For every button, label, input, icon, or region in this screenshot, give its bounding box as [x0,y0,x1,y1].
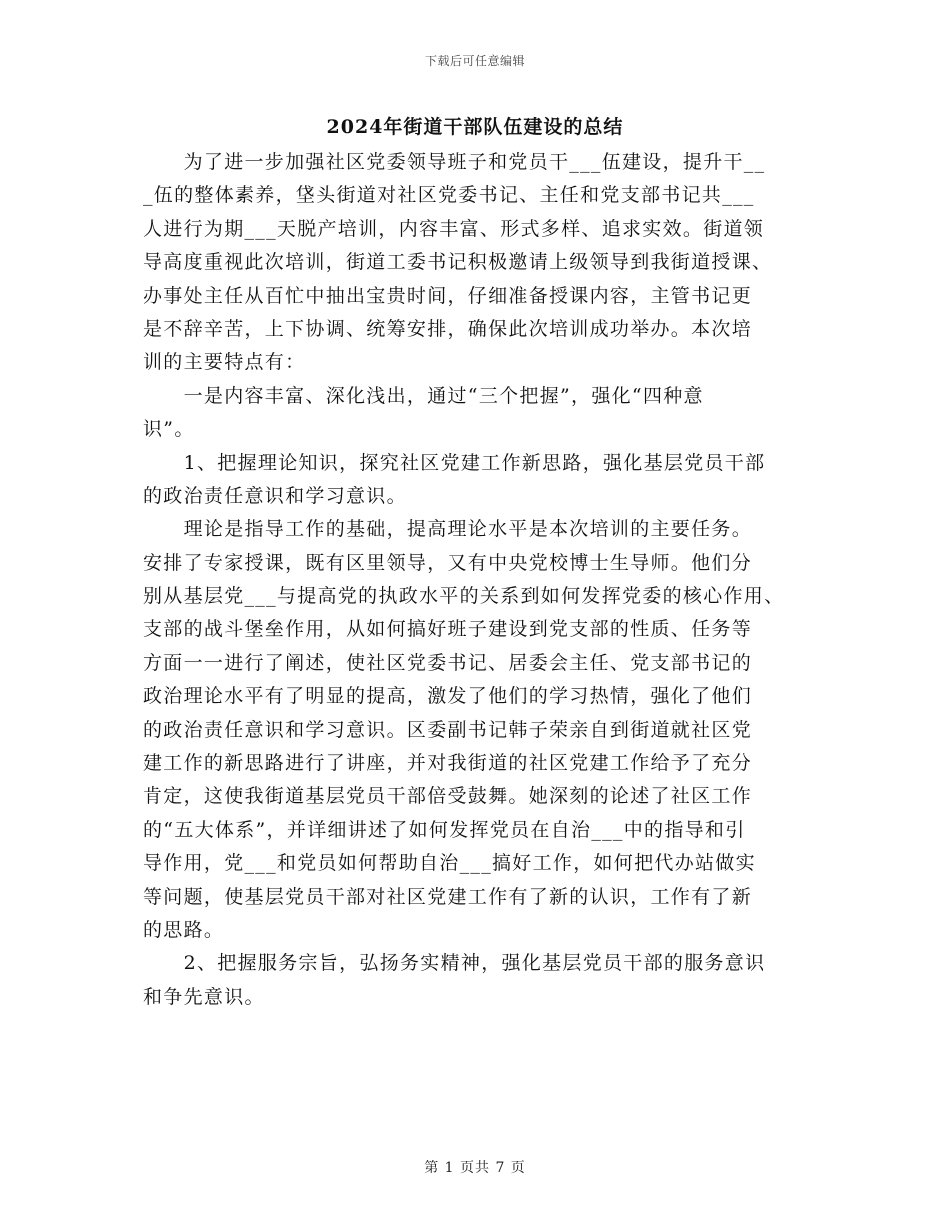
body-line: 支部的战斗堡垒作用，从如何搞好班子建设到党支部的性质、任务等 [143,618,753,641]
body-line: 的政治责任意识和学习意识。 [143,484,407,507]
document-body [143,146,813,1014]
body-line: 办事处主任从百忙中抽出宝贵时间，仔细准备授课内容，主管书记更 [143,284,753,307]
body-line: 2、把握服务宗旨，弘扬务实精神，强化基层党员干部的服务意识 [143,952,766,975]
body-line: 导作用，党___和党员如何帮助自治___搞好工作，如何把代办站做实 [143,852,756,875]
body-line: 和争先意识。 [143,985,265,1008]
body-line: 政治理论水平有了明显的提高，激发了他们的学习热情，强化了他们 [143,685,753,708]
body-line: 方面一一进行了阐述，使社区党委书记、居委会主任、党支部书记的 [143,651,753,674]
document-title: 2024年街道干部队伍建设的总结 [326,116,624,138]
body-line: 理论是指导工作的基础，提高理论水平是本次培训的主要任务。 [143,518,753,541]
body-line: 肯定，这使我街道基层党员干部倍受鼓舞。她深刻的论述了社区工作 [143,785,753,808]
body-line: _伍的整体素养，垡头街道对社区党委书记、主任和党支部书记共___ [143,184,755,207]
body-line: 建工作的新思路进行了讲座，并对我街道的社区党建工作给予了充分 [143,752,753,775]
body-line: 为了进一步加强社区党委领导班子和党员干___伍建设，提升干__ [143,151,766,173]
body-line: 导高度重视此次培训，街道工委书记积极邀请上级领导到我街道授课、 [143,251,773,274]
body-line: 识”。 [143,418,195,441]
page-header-note: 下载后可任意编辑 [424,54,525,68]
body-line: 一是内容丰富、深化浅出，通过“三个把握”，强化“四种意 [143,384,704,407]
body-line: 的思路。 [143,918,225,941]
body-line: 的“五大体系”，并详细讲述了如何发挥党员在自治___中的指导和引 [143,818,746,841]
body-line: 别从基层党___与提高党的执政水平的关系到如何发挥党委的核心作用、 [143,585,785,608]
body-line: 是不辞辛苦，上下协调、统筹安排，确保此次培训成功举办。本次培 [143,317,753,340]
body-line: 等问题，使基层党员干部对社区党建工作有了新的认识，工作有了新 [143,885,753,908]
body-line: 人进行为期___天脱产培训，内容丰富、形式多样、追求实效。街道领 [143,217,765,240]
body-line: 训的主要特点有： [143,351,306,374]
body-line: 的政治责任意识和学习意识。区委副书记韩子荣亲自到街道就社区党 [143,718,753,741]
body-line: 安排了专家授课，既有区里领导，又有中央党校博士生导师。他们分 [143,551,753,574]
body-line: 1、把握理论知识，探究社区党建工作新思路，强化基层党员干部 [143,451,766,474]
page-number-footer: 第 1 页共 7 页 [424,1160,526,1176]
